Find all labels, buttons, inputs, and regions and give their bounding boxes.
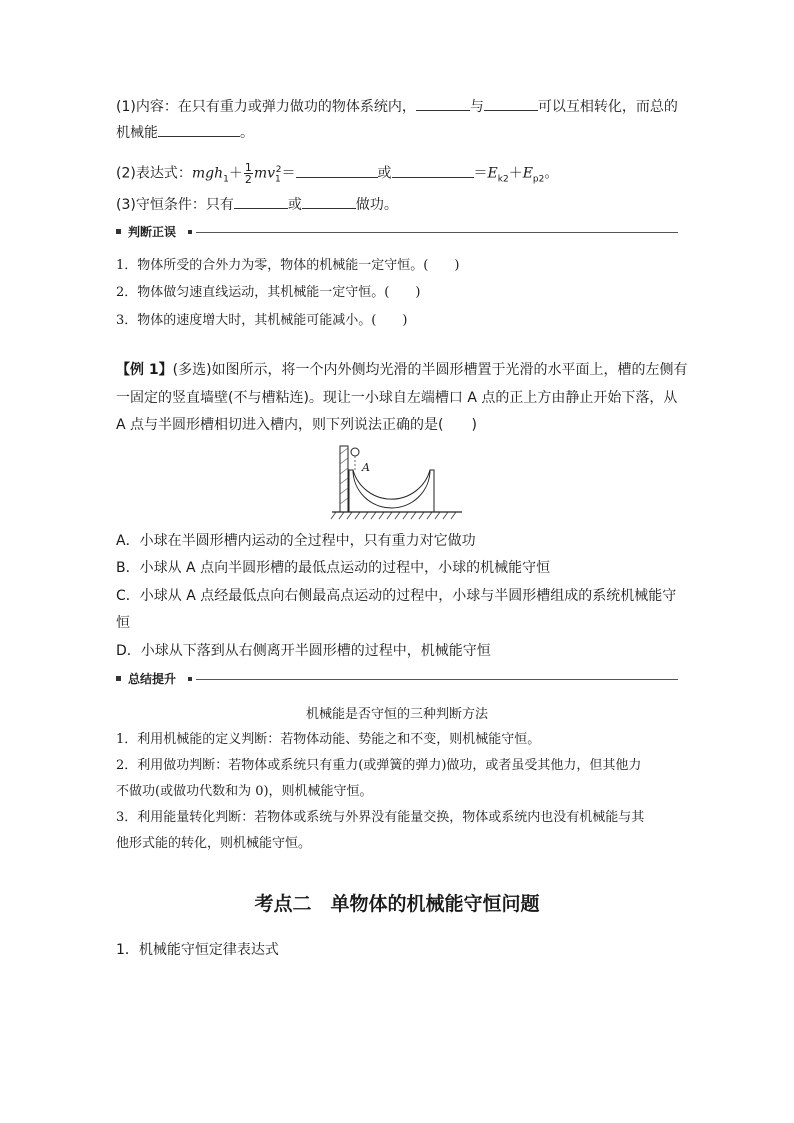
blank-6: [234, 194, 288, 209]
expr-plus-2: ＋: [508, 165, 523, 182]
judge-item-2: 2．物体做匀速直线运动，其机械能一定守恒。( ): [116, 285, 421, 300]
example-line-2: 一固定的竖直墙壁(不与槽粘连)。现让一小球自左端槽口 A 点的正上方由静止开始下落，从: [116, 390, 678, 406]
summary-item-2-cont: 不做功(或做功代数和为 0)，则机械能守恒。: [116, 784, 373, 799]
summary-heading: 总结提升: [128, 672, 177, 686]
example-text-1: (多选)如图所示，将一个内外侧均光滑的半圆形槽置于光滑的水平面上，槽的左侧有: [172, 362, 688, 378]
heading-dot-icon: [188, 677, 192, 681]
option-c: C．小球从 A 点经最低点向右侧最高点运动的过程中，小球与半圆形槽组成的系统机械能守: [116, 588, 677, 604]
summary-title: 机械能是否守恒的三种判断方法: [305, 707, 488, 722]
frac-num: 1: [244, 161, 252, 175]
summary-item-1: 1．利用机械能的定义判断：若物体动能、势能之和不变，则机械能守恒。: [116, 732, 541, 747]
heading-rule: [196, 232, 678, 233]
content-tail: 可以互相转化，而总的: [537, 99, 678, 115]
condition-end: 做功。: [355, 197, 398, 213]
condition-or: 或: [287, 197, 302, 213]
summary-item-3-cont: 他形式能的转化，则机械能守恒。: [116, 836, 312, 851]
blank-4: [296, 163, 378, 178]
option-b: B．小球从 A 点向半圆形槽的最低点运动的过程中，小球的机械能守恒: [116, 560, 551, 576]
blank-7: [302, 194, 356, 209]
content-label: (1)内容：在只有重力或弹力做功的物体系统内，: [116, 99, 416, 115]
content-line-2: [116, 122, 254, 143]
expr-sub-2: 1: [275, 174, 281, 185]
expr-sup-2: 2: [275, 165, 282, 175]
condition-label: (3)守恒条件：只有: [116, 197, 234, 213]
expr-ek-sub: k2: [497, 174, 509, 185]
option-a: A．小球在半圆形槽内运动的全过程中，只有重力对它做功: [116, 533, 476, 549]
frac-den: 2: [244, 173, 252, 187]
expr-mv: mv: [253, 165, 276, 182]
expr-fraction: [244, 162, 253, 185]
judge-heading-bar: [116, 224, 678, 240]
option-c-cont: 恒: [116, 615, 130, 631]
section-title: 考点二 单物体的机械能守恒问题: [254, 893, 540, 915]
judge-item-3: 3．物体的速度增大时，其机械能可能减小。( ): [116, 313, 408, 328]
option-d: D．小球从下落到从右侧离开半圆形槽的过程中，机械能守恒: [116, 643, 491, 659]
half-pipe-figure: [330, 440, 464, 522]
section-item-1: 1．机械能守恒定律表达式: [116, 942, 279, 958]
example-line-3: A 点与半圆形槽相切进入槽内，则下列说法正确的是( ): [116, 417, 477, 433]
expr-eq: ＝: [281, 165, 296, 182]
expr-mgh: mgh: [191, 165, 224, 182]
example-line-1: [116, 360, 688, 380]
summary-heading-bar: [116, 671, 678, 687]
blank-3: [158, 122, 240, 137]
content-line-1: [116, 96, 678, 117]
heading-rule: [196, 679, 678, 680]
expr-or: 或: [377, 165, 392, 182]
condition-line: [116, 194, 398, 215]
summary-item-2: 2．利用做功判断：若物体或系统只有重力(或弹簧的弹力)做功，或者虽受其他力，但其他力: [116, 758, 642, 773]
expr-ep: E: [522, 165, 533, 182]
expression-line: [116, 160, 558, 189]
blank-5: [392, 163, 474, 178]
expr-eq-2: ＝: [473, 165, 488, 182]
heading-square-icon: [116, 229, 121, 234]
judge-item-1: 1．物体所受的合外力为零，物体的机械能一定守恒。( ): [116, 258, 460, 273]
blank-2: [484, 96, 538, 111]
content-line2-end: 。: [240, 125, 254, 141]
heading-dot-icon: [188, 230, 192, 234]
expr-ep-sub: p2: [532, 174, 545, 185]
content-line2-start: 机械能: [116, 125, 158, 141]
heading-square-icon: [116, 676, 121, 681]
blank-1: [416, 96, 470, 111]
judge-heading: 判断正误: [128, 225, 177, 239]
expr-sub-1: 1: [223, 174, 229, 185]
expr-plus: ＋: [228, 165, 243, 182]
content-and: 与: [469, 99, 484, 115]
example-tag: 【例 1】: [116, 362, 173, 378]
expr-ek: E: [487, 165, 498, 182]
summary-item-3: 3．利用能量转化判断：若物体或系统与外界没有能量交换，物体或系统内也没有机械能与其: [116, 810, 645, 825]
expression-label: (2)表达式：: [116, 165, 192, 182]
figure-label-a: A: [362, 461, 370, 474]
expr-end: 。: [544, 165, 559, 182]
